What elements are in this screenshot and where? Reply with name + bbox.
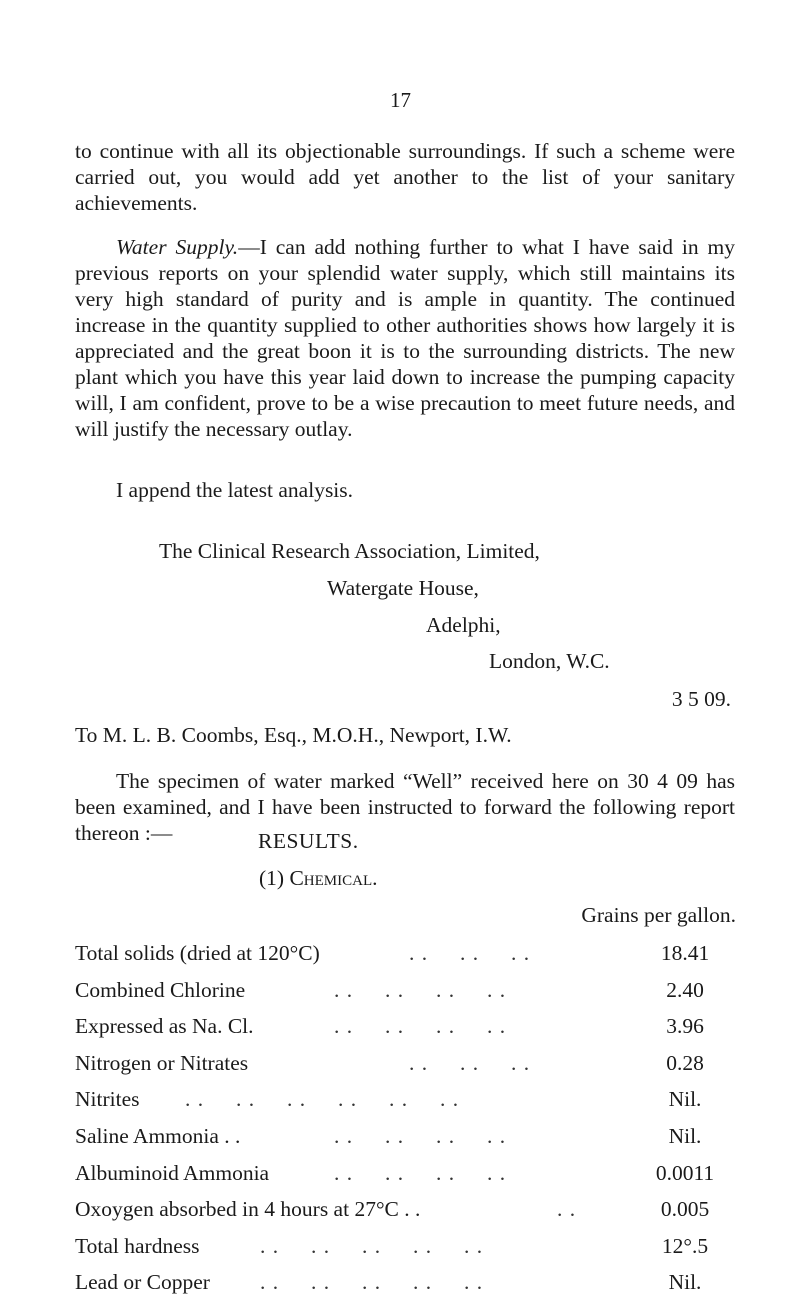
leader-dots: . . . . . . . . . . bbox=[260, 1270, 484, 1295]
intro-paragraph: to continue with all its objectionable surroundings. If such a scheme were carried out, you would add yet another to the list of your sanitary achievements. bbox=[75, 139, 735, 215]
letter-date: 3 5 09. bbox=[671, 687, 731, 711]
analysis-row bbox=[75, 1160, 735, 1197]
analysis-row bbox=[75, 1086, 735, 1123]
analysis-row bbox=[75, 1196, 735, 1233]
chemical-number: (1) bbox=[259, 866, 285, 890]
leader-dots: . . . . . . . . bbox=[334, 1160, 507, 1185]
letterhead-line-3: Adelphi, bbox=[426, 613, 501, 637]
letterhead-line-4: London, W.C. bbox=[489, 649, 610, 673]
letterhead-line-2: Watergate House, bbox=[327, 576, 479, 600]
specimen-paragraph: The specimen of water marked “Well” received here on 30 4 09 has been examined, and I have been instructed to forward the following report thereon :— bbox=[75, 769, 735, 845]
analysis-label: Albuminoid Ammonia bbox=[75, 1160, 270, 1185]
analysis-value: 3.96 bbox=[666, 1014, 704, 1039]
analysis-label: Total hardness bbox=[75, 1233, 200, 1258]
analysis-label: Oxoygen absorbed in 4 hours at 27°C . . bbox=[75, 1197, 421, 1222]
units-heading: Grains per gallon. bbox=[581, 903, 736, 927]
leader-dots: . . . . . . . . . . bbox=[260, 1233, 484, 1258]
analysis-value: 0.0011 bbox=[655, 1160, 715, 1185]
analysis-label: Lead or Copper bbox=[75, 1270, 210, 1295]
analysis-row bbox=[75, 977, 735, 1014]
chemical-label: Chemical. bbox=[289, 866, 378, 890]
analysis-row bbox=[75, 1050, 735, 1087]
results-heading: RESULTS. bbox=[258, 829, 359, 853]
analysis-value: 0.28 bbox=[666, 1050, 704, 1075]
analysis-value: Nil. bbox=[668, 1123, 702, 1148]
addressee-line: To M. L. B. Coombs, Esq., M.O.H., Newport, I.W. bbox=[75, 723, 512, 747]
analysis-label: Combined Chlorine bbox=[75, 977, 246, 1002]
analysis-label: Nitrites bbox=[75, 1087, 140, 1112]
water-supply-body: —I can add nothing further to what I have said in my previous reports on your splendid water supply, which still maintains its very high standard of purity and is ample in quantity. The continued increase in the quantity supplied to other authorities shows how largely it is appreciated and the great boon it is to the surrounding districts. The new plant which you have this year laid down to increase the pumping capacity will, I am confident, prove to be a wise precaution to meet future needs, and will justify the necessary outlay. bbox=[75, 235, 735, 441]
analysis-row bbox=[75, 1013, 735, 1050]
analysis-value: 2.40 bbox=[666, 977, 704, 1002]
analysis-label: Expressed as Na. Cl. bbox=[75, 1014, 254, 1039]
leader-dots: . . . . . . . . bbox=[334, 1123, 507, 1148]
analysis-label: Saline Ammonia . . bbox=[75, 1123, 241, 1148]
analysis-value: Nil. bbox=[668, 1087, 702, 1112]
analysis-value: 0.005 bbox=[660, 1197, 710, 1222]
water-supply-paragraph bbox=[75, 234, 735, 442]
analysis-row bbox=[75, 1269, 735, 1306]
analysis-label: Total solids (dried at 120°C) bbox=[75, 941, 320, 965]
page-number: 17 bbox=[390, 88, 411, 112]
analysis-value: Nil. bbox=[668, 1270, 702, 1295]
leader-dots: . . . . . . bbox=[409, 1050, 531, 1075]
leader-dots: . . . . . . . . bbox=[334, 977, 507, 1002]
analysis-value: 18.41 bbox=[660, 941, 710, 965]
analysis-row bbox=[75, 1123, 735, 1160]
analysis-table bbox=[75, 940, 735, 1306]
analysis-value: 12°.5 bbox=[661, 1233, 709, 1258]
leader-dots: . . bbox=[557, 1197, 577, 1222]
water-supply-heading: Water Supply. bbox=[116, 235, 239, 259]
append-line: I append the latest analysis. bbox=[116, 478, 354, 502]
analysis-row bbox=[75, 940, 735, 977]
letterhead-line-1: The Clinical Research Association, Limited, bbox=[159, 539, 540, 563]
leader-dots: . . . . . . . . . . . . bbox=[185, 1087, 460, 1112]
analysis-row bbox=[75, 1233, 735, 1270]
chemical-heading bbox=[259, 866, 378, 891]
leader-dots: . . . . . . bbox=[409, 941, 531, 965]
analysis-label: Nitrogen or Nitrates bbox=[75, 1050, 249, 1075]
leader-dots: . . . . . . . . bbox=[334, 1014, 507, 1039]
